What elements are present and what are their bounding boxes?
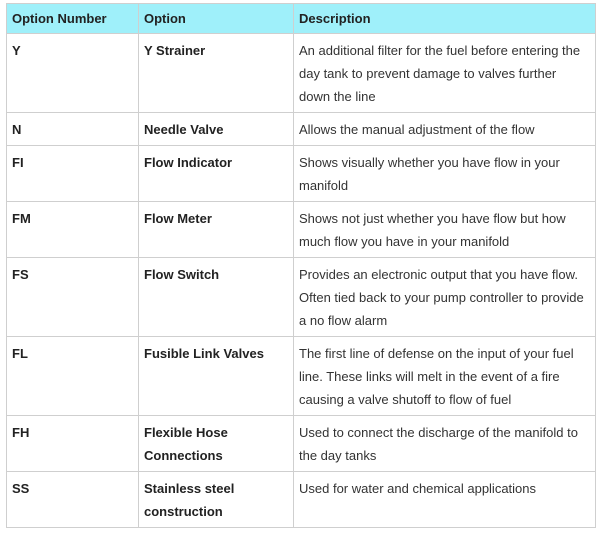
option-code: FM <box>7 202 139 258</box>
option-description: Shows visually whether you have flow in your manifold <box>294 146 596 202</box>
option-name: Flow Indicator <box>139 146 294 202</box>
header-row <box>7 4 596 34</box>
option-name: Needle Valve <box>139 113 294 146</box>
header-option: Option <box>139 4 294 34</box>
option-description: Used to connect the discharge of the manifold to the day tanks <box>294 416 596 472</box>
option-name: Flow Switch <box>139 258 294 337</box>
table-row <box>7 472 596 528</box>
table-row <box>7 202 596 258</box>
table-row <box>7 146 596 202</box>
option-code: FH <box>7 416 139 472</box>
option-code: FL <box>7 337 139 416</box>
table-row <box>7 34 596 113</box>
table-row <box>7 337 596 416</box>
option-code: FS <box>7 258 139 337</box>
option-name: Fusible Link Valves <box>139 337 294 416</box>
option-name: Y Strainer <box>139 34 294 113</box>
table-row <box>7 258 596 337</box>
option-code: Y <box>7 34 139 113</box>
table-header <box>7 4 596 34</box>
option-name: Flexible Hose Connections <box>139 416 294 472</box>
header-option-number: Option Number <box>7 4 139 34</box>
header-description: Description <box>294 4 596 34</box>
option-description: Shows not just whether you have flow but how much flow you have in your manifold <box>294 202 596 258</box>
option-description: The first line of defense on the input of your fuel line. These links will melt in the event of a fire causing a valve shutoff to flow of fuel <box>294 337 596 416</box>
option-name: Flow Meter <box>139 202 294 258</box>
option-name: Stainless steel construction <box>139 472 294 528</box>
option-code: N <box>7 113 139 146</box>
options-table <box>6 3 596 528</box>
option-description: An additional filter for the fuel before entering the day tank to prevent damage to valves further down the line <box>294 34 596 113</box>
option-description: Provides an electronic output that you have flow. Often tied back to your pump controller to provide a no flow alarm <box>294 258 596 337</box>
table-row <box>7 416 596 472</box>
option-code: FI <box>7 146 139 202</box>
option-description: Allows the manual adjustment of the flow <box>294 113 596 146</box>
table-body <box>7 34 596 528</box>
table-row <box>7 113 596 146</box>
option-code: SS <box>7 472 139 528</box>
option-description: Used for water and chemical applications <box>294 472 596 528</box>
